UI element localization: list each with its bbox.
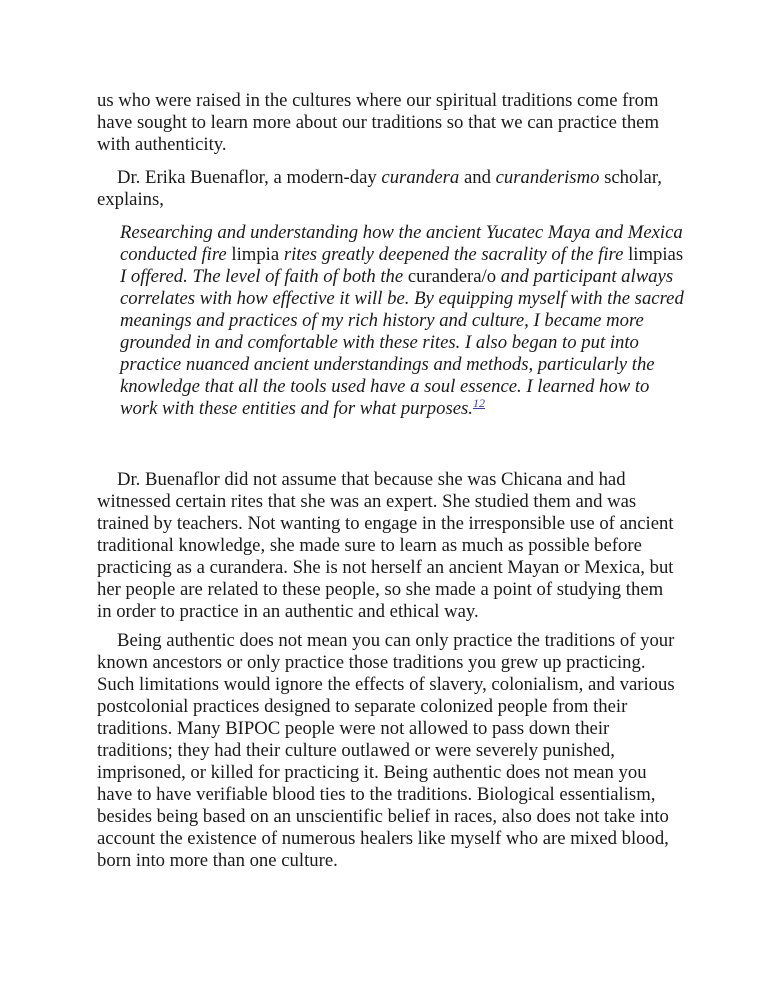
quote-run: Researching and understanding how the ancient Yucatec Maya and Mexica conducted fire	[120, 222, 683, 265]
roman-term-limpia: limpia	[231, 244, 280, 265]
block-quote	[120, 222, 685, 420]
text-run: Dr. Erika Buenaflor, a modern-day	[117, 167, 382, 188]
paragraph-continuation: us who were raised in the cultures where our spiritual traditions come from have sought to learn more about our traditions so that we can practice them with authenticity.	[97, 90, 660, 155]
text-run: and	[459, 167, 496, 188]
quote-run: and participant always correlates with how effective it will be. By equipping myself with the sacred meanings and practices of my rich history and culture, I became more grounded in and comfortable with these rites. I also began to put into practice nuanced ancient understandings and methods, particularly the knowledge that all the tools used have a soul essence. I learned how to work with these entities and for what purposes.	[120, 266, 684, 419]
roman-term-curandera: curandera/o	[407, 266, 497, 287]
italic-term-curanderismo: curanderismo	[495, 167, 600, 188]
paragraph-intro-quote	[97, 167, 682, 211]
quote-run: rites greatly deepened the sacrality of the fire	[279, 244, 629, 265]
quote-run: I offered. The level of faith of both the	[120, 266, 408, 287]
roman-term-limpias: limpias	[628, 244, 684, 265]
text-run: scholar, explains,	[97, 167, 662, 210]
paragraph-authenticity: Being authentic does not mean you can only practice the traditions of your known ancestors or only practice those traditions you grew up practicing. Such limitations would ignore the effects of slavery, colonialism, and various postcolonial practices designed to separate colonized people from their traditions. Many BIPOC people were not allowed to pass down their traditions; they had their culture outlawed or were severely punished, imprisoned, or killed for practicing it. Being authentic does not mean you have to have verifiable blood ties to the traditions. Biological essentialism, besides being based on an unscientific belief in races, also does not take into account the existence of numerous healers like myself who are mixed blood, born into more than one culture.	[97, 630, 675, 871]
paragraph-buenaflor: Dr. Buenaflor did not assume that because she was Chicana and had witnessed certain rites that she was an expert. She studied them and was trained by teachers. Not wanting to engage in the irresponsible use of ancient traditional knowledge, she made sure to learn as much as possible before practicing as a curandera. She is not herself an ancient Mayan or Mexica, but her people are related to these people, so she made a point of studying them in order to practice in an authentic and ethical way.	[97, 469, 674, 622]
footnote-link[interactable]: 12	[472, 396, 485, 410]
italic-term-curandera: curandera	[381, 167, 460, 188]
